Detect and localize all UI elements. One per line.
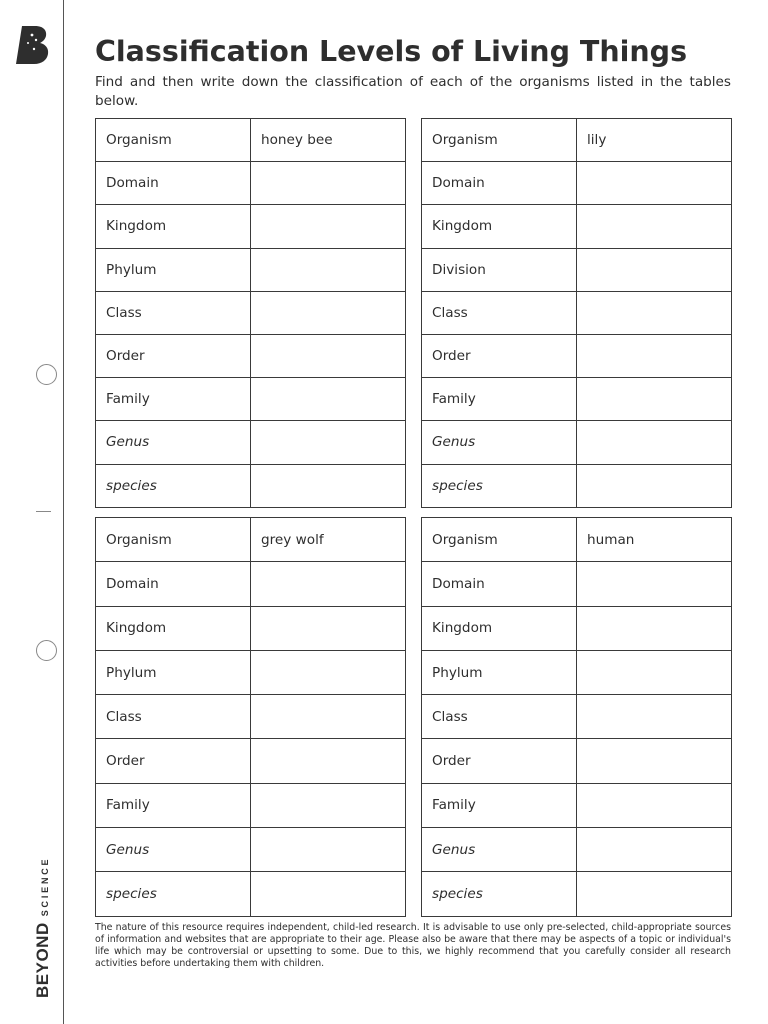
table-row (422, 783, 732, 827)
rank-label: Kingdom (422, 205, 577, 248)
brand-wordmark (33, 857, 53, 998)
table-row (422, 205, 732, 248)
page-title: Classification Levels of Living Things (95, 35, 688, 68)
rank-label: Family (422, 783, 577, 827)
rank-label: Family (96, 783, 251, 827)
rank-label: Class (96, 291, 251, 334)
instructions: Find and then write down the classification of each of the organisms listed in the tables below. (95, 74, 731, 109)
rank-label: Genus (96, 421, 251, 464)
rank-label: Kingdom (422, 606, 577, 650)
table-row (422, 828, 732, 872)
table-row (422, 119, 732, 162)
table-row (422, 464, 732, 507)
table-row (96, 606, 406, 650)
answer-cell[interactable] (251, 606, 406, 650)
organism-name: lily (577, 119, 732, 162)
rank-label: Division (422, 248, 577, 291)
answer-cell[interactable] (577, 828, 732, 872)
table-row (422, 739, 732, 783)
rank-label: Phylum (96, 248, 251, 291)
organism-name: human (577, 518, 732, 562)
table-row (96, 334, 406, 377)
table-row (422, 606, 732, 650)
table-row (96, 421, 406, 464)
punch-hole-icon (36, 640, 57, 661)
answer-cell[interactable] (251, 872, 406, 916)
classification-table-grey-wolf (95, 517, 406, 917)
safety-disclaimer: The nature of this resource requires independent, child-led research. It is advisable to use only pre-selected, child-appropriate sources of information and websites that are appropriate to their age. Please also be aware that there may be aspects of a topic or individual's life which may be controversial or upsetting to some. Due to this, we highly recommend that you carefully consider all research activities before undertaking them with children. (95, 922, 731, 969)
organism-name: honey bee (251, 119, 406, 162)
answer-cell[interactable] (577, 650, 732, 694)
rank-label: Kingdom (96, 606, 251, 650)
fold-mark (36, 511, 51, 512)
table-row (422, 162, 732, 205)
answer-cell[interactable] (577, 606, 732, 650)
rank-label: Organism (96, 119, 251, 162)
answer-cell[interactable] (577, 872, 732, 916)
table-row (96, 119, 406, 162)
table-row (422, 518, 732, 562)
rank-label: Phylum (96, 650, 251, 694)
answer-cell[interactable] (251, 378, 406, 421)
table-row (96, 378, 406, 421)
rank-label: Genus (422, 828, 577, 872)
table-row (96, 739, 406, 783)
organism-name: grey wolf (251, 518, 406, 562)
table-row (96, 248, 406, 291)
answer-cell[interactable] (251, 205, 406, 248)
table-row (96, 464, 406, 507)
classification-table-honey-bee (95, 118, 406, 508)
answer-cell[interactable] (251, 162, 406, 205)
answer-cell[interactable] (251, 421, 406, 464)
rank-label: Family (422, 378, 577, 421)
rank-label: species (422, 872, 577, 916)
rank-label: Genus (422, 421, 577, 464)
rank-label: Class (96, 695, 251, 739)
table-row (96, 783, 406, 827)
brand-word-science: SCIENCE (40, 856, 50, 917)
table-row (422, 248, 732, 291)
table-row (422, 872, 732, 916)
table-row (422, 562, 732, 606)
classification-table-lily (421, 118, 732, 508)
rank-label: Order (96, 739, 251, 783)
table-row (422, 695, 732, 739)
rank-label: Order (422, 739, 577, 783)
rank-label: Family (96, 378, 251, 421)
answer-cell[interactable] (251, 695, 406, 739)
answer-cell[interactable] (577, 783, 732, 827)
answer-cell[interactable] (251, 739, 406, 783)
punch-hole-icon (36, 364, 57, 385)
answer-cell[interactable] (577, 334, 732, 377)
answer-cell[interactable] (577, 291, 732, 334)
rank-label: Organism (422, 518, 577, 562)
answer-cell[interactable] (251, 464, 406, 507)
table-row (96, 650, 406, 694)
answer-cell[interactable] (577, 248, 732, 291)
rank-label: Domain (422, 162, 577, 205)
rank-label: Order (422, 334, 577, 377)
brand-word-beyond: BEYOND (33, 922, 52, 998)
answer-cell[interactable] (577, 378, 732, 421)
answer-cell[interactable] (577, 205, 732, 248)
rank-label: Organism (96, 518, 251, 562)
table-row (96, 828, 406, 872)
margin-line (63, 0, 64, 1024)
rank-label: Class (422, 291, 577, 334)
table-row (422, 378, 732, 421)
rank-label: Order (96, 334, 251, 377)
answer-cell[interactable] (251, 334, 406, 377)
beyond-logo-icon (15, 25, 51, 65)
rank-label: Domain (96, 162, 251, 205)
answer-cell[interactable] (577, 739, 732, 783)
answer-cell[interactable] (251, 783, 406, 827)
table-row (96, 518, 406, 562)
table-row (96, 562, 406, 606)
table-row (422, 291, 732, 334)
rank-label: Domain (96, 562, 251, 606)
answer-cell[interactable] (577, 695, 732, 739)
answer-cell[interactable] (577, 421, 732, 464)
table-row (422, 650, 732, 694)
table-row (96, 872, 406, 916)
answer-cell[interactable] (251, 562, 406, 606)
answer-cell[interactable] (251, 828, 406, 872)
rank-label: Kingdom (96, 205, 251, 248)
table-row (96, 162, 406, 205)
table-row (422, 421, 732, 464)
rank-label: Genus (96, 828, 251, 872)
table-row (96, 695, 406, 739)
rank-label: Class (422, 695, 577, 739)
answer-cell[interactable] (251, 291, 406, 334)
classification-table-human (421, 517, 732, 917)
table-row (422, 334, 732, 377)
answer-cell[interactable] (251, 248, 406, 291)
rank-label: species (96, 464, 251, 507)
rank-label: species (422, 464, 577, 507)
answer-cell[interactable] (251, 650, 406, 694)
table-row (96, 291, 406, 334)
answer-cell[interactable] (577, 464, 732, 507)
rank-label: Organism (422, 119, 577, 162)
rank-label: species (96, 872, 251, 916)
answer-cell[interactable] (577, 162, 732, 205)
rank-label: Domain (422, 562, 577, 606)
rank-label: Phylum (422, 650, 577, 694)
table-row (96, 205, 406, 248)
answer-cell[interactable] (577, 562, 732, 606)
